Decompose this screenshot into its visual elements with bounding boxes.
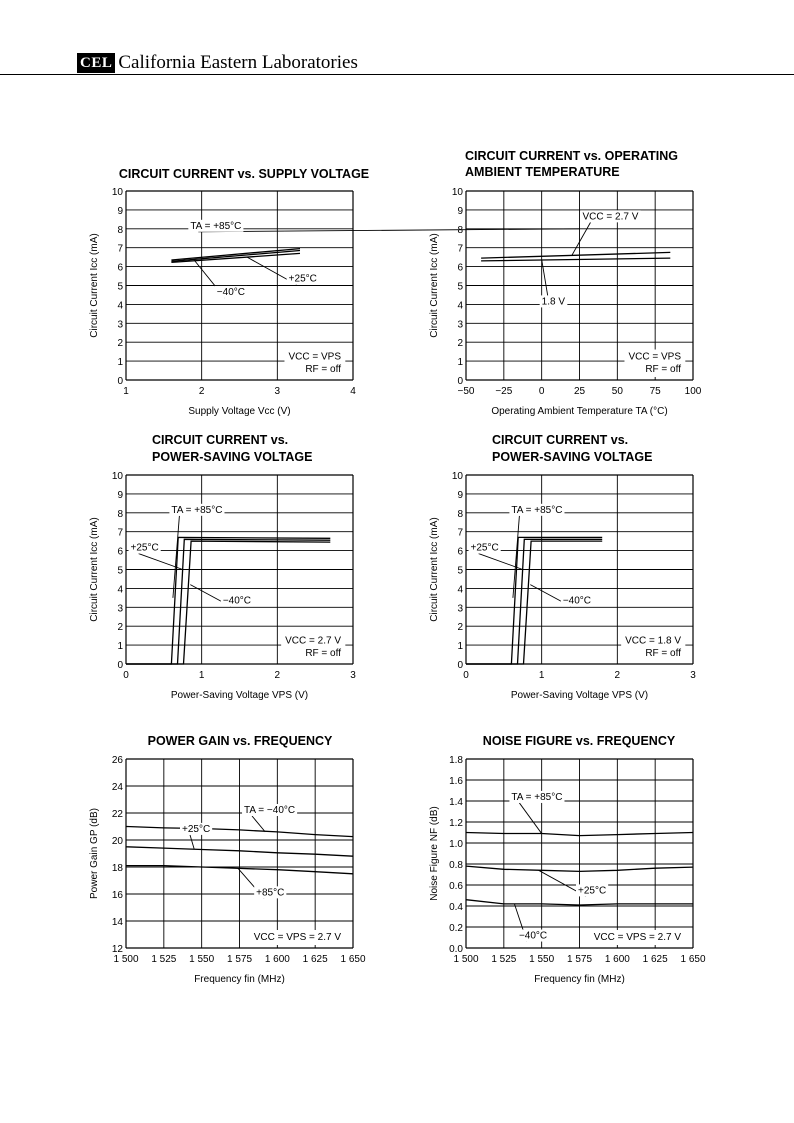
x-axis-label: Power-Saving Voltage VPS (V) bbox=[170, 690, 309, 701]
y-tick-label: 1.8 bbox=[449, 755, 463, 766]
y-tick-label: 2 bbox=[117, 338, 123, 350]
x-tick-label: 1 600 bbox=[264, 954, 290, 965]
y-tick-label: 4 bbox=[117, 300, 123, 312]
series-line-2 bbox=[171, 251, 300, 262]
series-label: TA = +85°C bbox=[190, 220, 242, 232]
series-label: +25°C bbox=[577, 885, 607, 897]
chart-3 bbox=[89, 433, 356, 701]
y-tick-label: 9 bbox=[117, 205, 123, 217]
x-tick-label: 75 bbox=[649, 386, 661, 397]
chart-title: CIRCUIT CURRENT vs. SUPPLY VOLTAGE bbox=[118, 167, 370, 181]
series-label-leader bbox=[572, 222, 591, 255]
y-tick-label: 6 bbox=[457, 262, 463, 274]
y-axis-label: Circuit Current Icc (mA) bbox=[429, 233, 440, 338]
chart-title-line-1: CIRCUIT CURRENT vs. bbox=[492, 433, 629, 447]
x-tick-label: 1 525 bbox=[491, 954, 517, 965]
condition-note: VCC = 1.8 V bbox=[625, 635, 681, 647]
x-tick-label: 1 650 bbox=[680, 954, 706, 965]
series-label: TA = +85°C bbox=[511, 791, 563, 803]
y-tick-label: 5 bbox=[457, 281, 463, 293]
y-tick-label: 12 bbox=[111, 944, 123, 955]
x-tick-label: 3 bbox=[690, 670, 696, 681]
y-tick-label: 3 bbox=[457, 603, 463, 615]
y-tick-label: 1 bbox=[117, 357, 123, 369]
series-label-leader bbox=[190, 835, 194, 849]
x-axis-label: Frequency fin (MHz) bbox=[534, 974, 625, 985]
series-label: 1.8 V bbox=[541, 296, 566, 308]
y-tick-label: 9 bbox=[117, 489, 123, 501]
condition-notes bbox=[281, 634, 345, 662]
y-tick-label: 8 bbox=[457, 224, 463, 236]
condition-notes bbox=[621, 634, 685, 662]
series-label-leader bbox=[519, 803, 541, 834]
chart-title-line-2: POWER-SAVING VOLTAGE bbox=[492, 450, 653, 464]
series-label: +25°C bbox=[288, 273, 317, 285]
y-axis-label: Noise Figure NF (dB) bbox=[429, 806, 440, 901]
y-tick-label: 16 bbox=[111, 890, 123, 901]
y-tick-label: 5 bbox=[457, 565, 463, 577]
x-tick-label: 1 525 bbox=[151, 954, 177, 965]
y-tick-label: 22 bbox=[111, 809, 123, 820]
company-name: California Eastern Laboratories bbox=[118, 52, 358, 73]
x-tick-label: 1 575 bbox=[566, 954, 593, 965]
y-tick-label: 1.6 bbox=[449, 776, 463, 787]
x-axis-label: Operating Ambient Temperature TA (°C) bbox=[491, 406, 668, 417]
y-tick-label: 7 bbox=[117, 527, 123, 539]
y-tick-label: 1.4 bbox=[449, 797, 463, 808]
y-tick-label: 24 bbox=[111, 782, 123, 793]
y-axis-label: Circuit Current Icc (mA) bbox=[89, 233, 100, 338]
series-label: VCC = 2.7 V bbox=[582, 211, 639, 223]
chart-6 bbox=[429, 734, 706, 985]
y-tick-label: 3 bbox=[457, 319, 463, 331]
y-tick-label: 3 bbox=[117, 319, 123, 331]
series-line-1 bbox=[481, 252, 670, 258]
y-tick-label: 2 bbox=[117, 622, 123, 634]
condition-notes bbox=[624, 350, 685, 378]
y-tick-label: 1.2 bbox=[449, 818, 463, 829]
y-tick-label: 7 bbox=[457, 527, 463, 539]
x-tick-label: 1 500 bbox=[453, 954, 479, 965]
x-tick-label: 2 bbox=[274, 670, 281, 681]
x-tick-label: 0 bbox=[123, 670, 129, 681]
y-tick-label: 14 bbox=[111, 917, 123, 928]
y-axis-label: Circuit Current Icc (mA) bbox=[429, 517, 440, 622]
x-axis-label: Frequency fin (MHz) bbox=[194, 974, 285, 985]
y-axis-label: Power Gain GP (dB) bbox=[89, 808, 100, 899]
y-tick-label: 3 bbox=[117, 603, 123, 615]
condition-note: RF = off bbox=[305, 364, 341, 375]
y-tick-label: 8 bbox=[457, 508, 463, 520]
series-label: −40°C bbox=[518, 930, 548, 942]
chart-5 bbox=[89, 734, 366, 985]
y-tick-label: 10 bbox=[111, 471, 123, 482]
series-label: TA = +85°C bbox=[511, 504, 563, 516]
y-axis-label: Circuit Current Icc (mA) bbox=[89, 517, 100, 622]
series-label: TA = −40°C bbox=[244, 805, 296, 816]
y-tick-label: 1 bbox=[457, 357, 463, 369]
x-tick-label: 1 600 bbox=[604, 954, 630, 965]
chart-title bbox=[465, 149, 678, 179]
y-tick-label: 1 bbox=[457, 641, 463, 653]
y-tick-label: 26 bbox=[111, 755, 123, 766]
x-tick-label: 1 bbox=[538, 670, 545, 681]
y-tick-label: 10 bbox=[451, 471, 463, 482]
y-tick-label: 0 bbox=[117, 660, 123, 671]
y-tick-label: 10 bbox=[451, 187, 463, 198]
condition-note: RF = off bbox=[645, 364, 681, 375]
series-label: −40°C bbox=[222, 595, 252, 607]
x-tick-label: 50 bbox=[611, 386, 623, 397]
condition-note: VCC = VPS bbox=[628, 351, 681, 363]
x-tick-label: −25 bbox=[495, 386, 513, 397]
x-tick-label: 1 550 bbox=[189, 954, 215, 965]
chart-title bbox=[152, 433, 312, 464]
y-tick-label: 6 bbox=[457, 546, 463, 558]
condition-notes bbox=[284, 350, 345, 378]
x-tick-label: 4 bbox=[350, 386, 356, 397]
chart-2 bbox=[429, 149, 702, 417]
x-tick-label: 1 bbox=[123, 386, 129, 397]
chart-4 bbox=[429, 433, 696, 701]
chart-title bbox=[492, 433, 652, 464]
series-label: −40°C bbox=[562, 595, 592, 607]
x-tick-label: 3 bbox=[274, 386, 281, 397]
y-tick-label: 0 bbox=[117, 376, 123, 387]
y-tick-label: 9 bbox=[457, 205, 463, 217]
x-tick-label: 1 bbox=[198, 670, 205, 681]
x-tick-label: −50 bbox=[457, 386, 475, 397]
y-tick-label: 6 bbox=[117, 546, 123, 558]
x-tick-label: 1 625 bbox=[642, 954, 668, 965]
y-tick-label: 8 bbox=[117, 224, 123, 236]
chart-title: POWER GAIN vs. FREQUENCY bbox=[147, 734, 333, 748]
y-tick-label: 7 bbox=[117, 243, 123, 255]
x-axis-label: Supply Voltage Vcc (V) bbox=[188, 406, 291, 417]
chart-title-line-1: CIRCUIT CURRENT vs. bbox=[152, 433, 289, 447]
y-tick-label: 0.4 bbox=[449, 902, 463, 913]
x-tick-label: 1 500 bbox=[113, 954, 139, 965]
y-tick-label: 0.2 bbox=[449, 923, 463, 934]
company-logo: CEL bbox=[77, 53, 115, 73]
y-tick-label: 5 bbox=[117, 565, 123, 577]
y-tick-label: 4 bbox=[117, 584, 123, 596]
y-tick-label: 7 bbox=[457, 243, 463, 255]
x-tick-label: 25 bbox=[573, 386, 586, 397]
condition-note: VCC = VPS bbox=[288, 351, 341, 363]
y-tick-label: 5 bbox=[117, 281, 123, 293]
y-tick-label: 10 bbox=[111, 187, 123, 198]
chart-title-line-2: POWER-SAVING VOLTAGE bbox=[152, 450, 313, 464]
condition-notes bbox=[590, 930, 686, 945]
x-tick-label: 0 bbox=[538, 386, 545, 397]
y-tick-label: 18 bbox=[111, 863, 123, 874]
condition-note: VCC = VPS = 2.7 V bbox=[593, 932, 681, 943]
y-tick-label: 1.0 bbox=[449, 839, 463, 850]
condition-note: RF = off bbox=[645, 648, 681, 659]
y-tick-label: 2 bbox=[457, 622, 463, 634]
chart-title-line-2: AMBIENT TEMPERATURE bbox=[465, 165, 620, 179]
x-axis-label: Power-Saving Voltage VPS (V) bbox=[510, 690, 649, 701]
series-label: +25°C bbox=[470, 542, 499, 554]
x-tick-label: 2 bbox=[198, 386, 205, 397]
chart-title-line-1: CIRCUIT CURRENT vs. OPERATING bbox=[465, 149, 678, 163]
y-tick-label: 0 bbox=[457, 660, 463, 671]
series-label: +25°C bbox=[130, 542, 159, 554]
condition-note: RF = off bbox=[305, 648, 341, 659]
x-tick-label: 2 bbox=[614, 670, 621, 681]
y-tick-label: 8 bbox=[117, 508, 123, 520]
y-tick-label: 4 bbox=[457, 300, 463, 312]
x-tick-label: 100 bbox=[684, 386, 702, 397]
x-tick-label: 1 550 bbox=[529, 954, 555, 965]
condition-note: VCC = VPS = 2.7 V bbox=[253, 932, 341, 943]
y-tick-label: 0.6 bbox=[449, 881, 463, 892]
condition-notes bbox=[250, 930, 346, 945]
y-tick-label: 6 bbox=[117, 262, 123, 274]
series-label: TA = +85°C bbox=[171, 504, 223, 516]
y-tick-label: 20 bbox=[111, 836, 123, 847]
y-tick-label: 4 bbox=[457, 584, 463, 596]
y-tick-label: 1 bbox=[117, 641, 123, 653]
series-label: +25°C bbox=[181, 823, 211, 835]
x-tick-label: 1 650 bbox=[340, 954, 366, 965]
y-tick-label: 0.8 bbox=[449, 860, 463, 871]
series-label-leader bbox=[252, 816, 265, 832]
x-tick-label: 1 575 bbox=[226, 954, 253, 965]
y-tick-label: 9 bbox=[457, 489, 463, 501]
x-tick-label: 3 bbox=[350, 670, 356, 681]
x-tick-label: 0 bbox=[463, 670, 469, 681]
chart-title: NOISE FIGURE vs. FREQUENCY bbox=[482, 734, 676, 748]
series-label: −40°C bbox=[216, 286, 245, 298]
y-tick-label: 2 bbox=[457, 338, 463, 350]
y-tick-label: 0 bbox=[457, 376, 463, 387]
y-tick-label: 0.0 bbox=[449, 944, 463, 955]
series-line-2 bbox=[481, 258, 670, 261]
condition-note: VCC = 2.7 V bbox=[285, 635, 341, 647]
x-tick-label: 1 625 bbox=[302, 954, 328, 965]
series-label: +85°C bbox=[256, 887, 285, 899]
